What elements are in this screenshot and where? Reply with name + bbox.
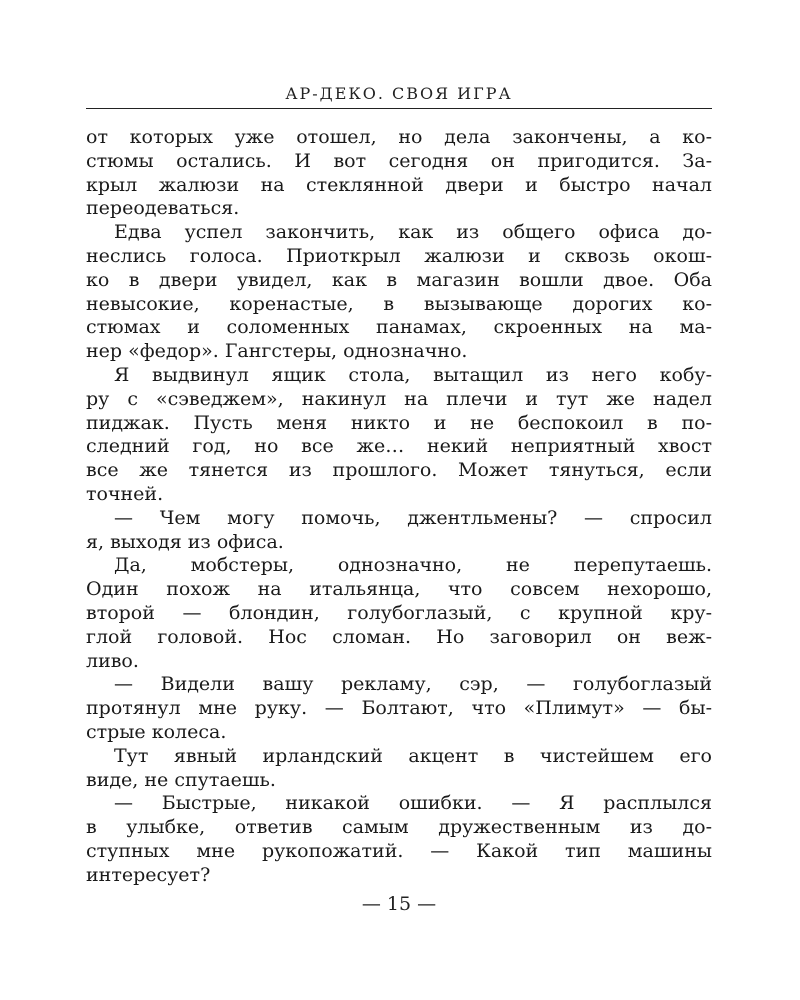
text-line: ступных мне рукопожатий. — Какой тип машины [86, 839, 712, 862]
text-line: от которых уже отошел, но дела закончены, а ко- [86, 126, 712, 148]
text-line: крыл жалюзи на стеклянной двери и быстро начал [86, 173, 712, 196]
text-line: Тут явный ирландский акцент в чистейшем его [114, 744, 712, 767]
text-line: следний год, но все же… некий неприятный хвост [86, 435, 712, 458]
text-line: я, выходя из офиса. [86, 530, 284, 553]
text-line: второй — блондин, голубоглазый, с крупной кру- [86, 601, 712, 624]
text-line: Я выдвинул ящик стола, вытащил из него кобу- [114, 363, 712, 386]
text-line: виде, не спутаешь. [86, 768, 276, 791]
running-head: АР-ДЕКО. СВОЯ ИГРА [285, 84, 513, 103]
text-line: стюмы остались. И вот сегодня он пригодится. За- [86, 149, 712, 172]
text-line: стюмах и соломенных панамах, скроенных на ма- [86, 316, 712, 339]
header-rule [86, 108, 712, 109]
text-line: ру с «сэведжем», накинул на плечи и тут же надел [86, 387, 712, 410]
text-line: — Видели вашу рекламу, сэр, — голубоглазый [114, 673, 712, 696]
page-text [86, 126, 712, 888]
text-line: Да, мобстеры, однозначно, не перепутаешь. [114, 554, 712, 577]
text-line: в улыбке, ответив самым дружественным из до- [86, 816, 712, 839]
text-line: — Чем могу помочь, джентльмены? — спросил [114, 506, 712, 529]
text-line: — Быстрые, никакой ошибки. — Я расплылся [114, 792, 712, 815]
text-line: глой головой. Нос сломан. Но заговорил он веж- [86, 625, 712, 648]
text-line: нер «федор». Гангстеры, однозначно. [86, 340, 468, 363]
text-line: все же тянется из прошлого. Может тянуться, если [86, 459, 712, 482]
text-line: протянул мне руку. — Болтают, что «Плимут» — бы- [86, 697, 712, 720]
text-line: неслись голоса. Приоткрыл жалюзи и сквозь окош- [86, 244, 712, 267]
text-line: переодеваться. [86, 197, 240, 220]
page-number: — 15 — [361, 893, 437, 915]
text-line: ливо. [86, 649, 139, 672]
text-line: точней. [86, 482, 164, 505]
text-line: интересует? [86, 863, 211, 886]
text-line: стрые колеса. [86, 720, 227, 743]
text-line: пиджак. Пусть меня никто и не беспокоил в по- [86, 411, 712, 434]
text-line: невысокие, коренастые, в вызывающе дорогих ко- [86, 292, 712, 315]
text-line: Едва успел закончить, как из общего офиса до- [114, 221, 712, 244]
text-line: ко в двери увидел, как в магазин вошли двое. Оба [86, 268, 712, 291]
text-line: Один похож на итальянца, что совсем нехорошо, [86, 578, 712, 601]
